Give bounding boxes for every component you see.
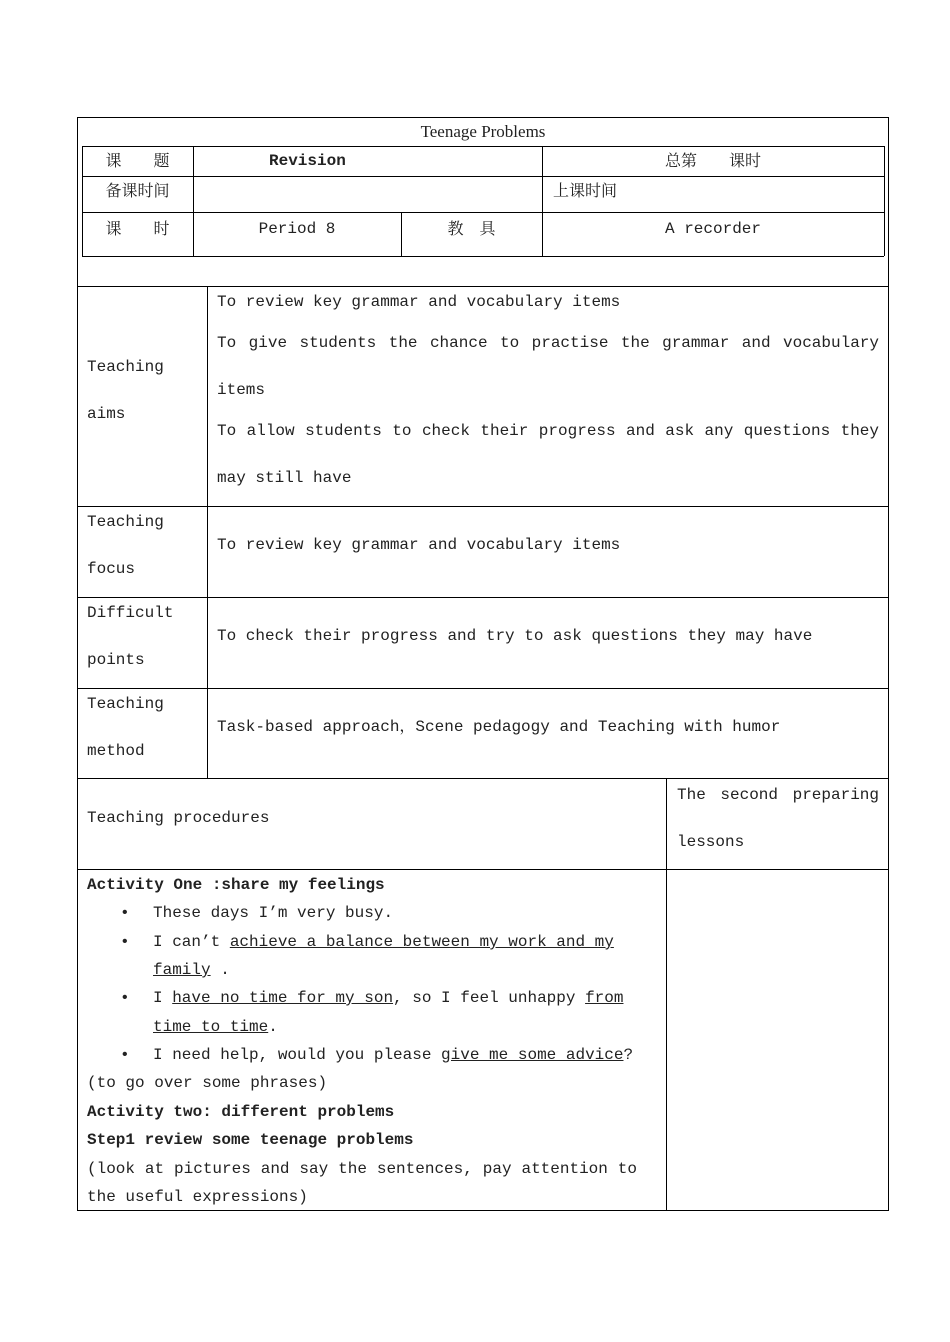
step1-heading: Step1 review some teenage problems	[87, 1131, 414, 1149]
method-label-line2: method	[87, 742, 145, 760]
method-text: Task-based approach，Scene pedagogy and Teaching with humor	[217, 718, 781, 736]
focus-label-line1: Teaching	[87, 513, 164, 531]
bullet-1-marker: •	[120, 904, 130, 922]
aim-2: To give students the chance to practise the grammar and vocabulary	[217, 334, 879, 352]
bullet-1-text: These days I’m very busy.	[153, 904, 394, 922]
focus-label-line2: focus	[87, 560, 136, 578]
bullet-4-text: I need help, would you please give me some advice?	[153, 1046, 634, 1064]
bullet-2-text: I can’t achieve a balance between my work and my	[153, 933, 614, 951]
focus-text: To review key grammar and vocabulary items	[217, 536, 621, 554]
bullet-3-text-cont: time to time.	[153, 1018, 278, 1036]
second-preparing-label-cont: lessons	[677, 833, 745, 851]
aims-label-line2: aims	[87, 405, 126, 423]
total-lesson-label: 总第 课时	[664, 151, 761, 170]
second-preparing-label: The second preparing	[677, 786, 879, 804]
aim-1: To review key grammar and vocabulary items	[217, 293, 621, 311]
activity-one-note: (to go over some phrases)	[87, 1074, 328, 1092]
bullet-3-marker: •	[120, 989, 130, 1007]
topic-label: 课 题	[105, 151, 170, 170]
bullet-4-marker: •	[120, 1046, 130, 1064]
aim-3-cont: may still have	[217, 469, 352, 487]
aim-2-cont: items	[217, 381, 266, 399]
bullet-3-text: I have no time for my son, so I feel unhappy from	[153, 989, 624, 1007]
aim-3: To allow students to check their progress and ask any questions they	[217, 422, 879, 440]
method-label-line1: Teaching	[87, 695, 164, 713]
class-time-label: 上课时间	[553, 181, 618, 200]
period-value: Period 8	[258, 220, 336, 238]
tools-label: 教 具	[447, 219, 496, 238]
topic-value: Revision	[269, 152, 346, 170]
procedures-label: Teaching procedures	[87, 809, 270, 827]
bullet-2-marker: •	[120, 933, 130, 951]
prep-time-label: 备课时间	[105, 181, 170, 200]
bullet-2-text-cont: family .	[153, 961, 230, 979]
step1-instruction: (look at pictures and say the sentences, pay attention to	[87, 1160, 637, 1178]
activity-one-heading: Activity One :share my feelings	[87, 876, 385, 894]
activity-two-heading: Activity two: different problems	[87, 1103, 395, 1121]
difficult-text: To check their progress and try to ask questions they may have	[217, 627, 813, 645]
document-title: Teenage Problems	[420, 122, 546, 141]
difficult-label-line1: Difficult	[87, 604, 174, 622]
period-label: 课 时	[105, 219, 170, 238]
tools-value: A recorder	[664, 220, 761, 238]
aims-label-line1: Teaching	[87, 358, 164, 376]
difficult-label-line2: points	[87, 651, 145, 669]
step1-instruction-cont: the useful expressions)	[87, 1188, 308, 1206]
